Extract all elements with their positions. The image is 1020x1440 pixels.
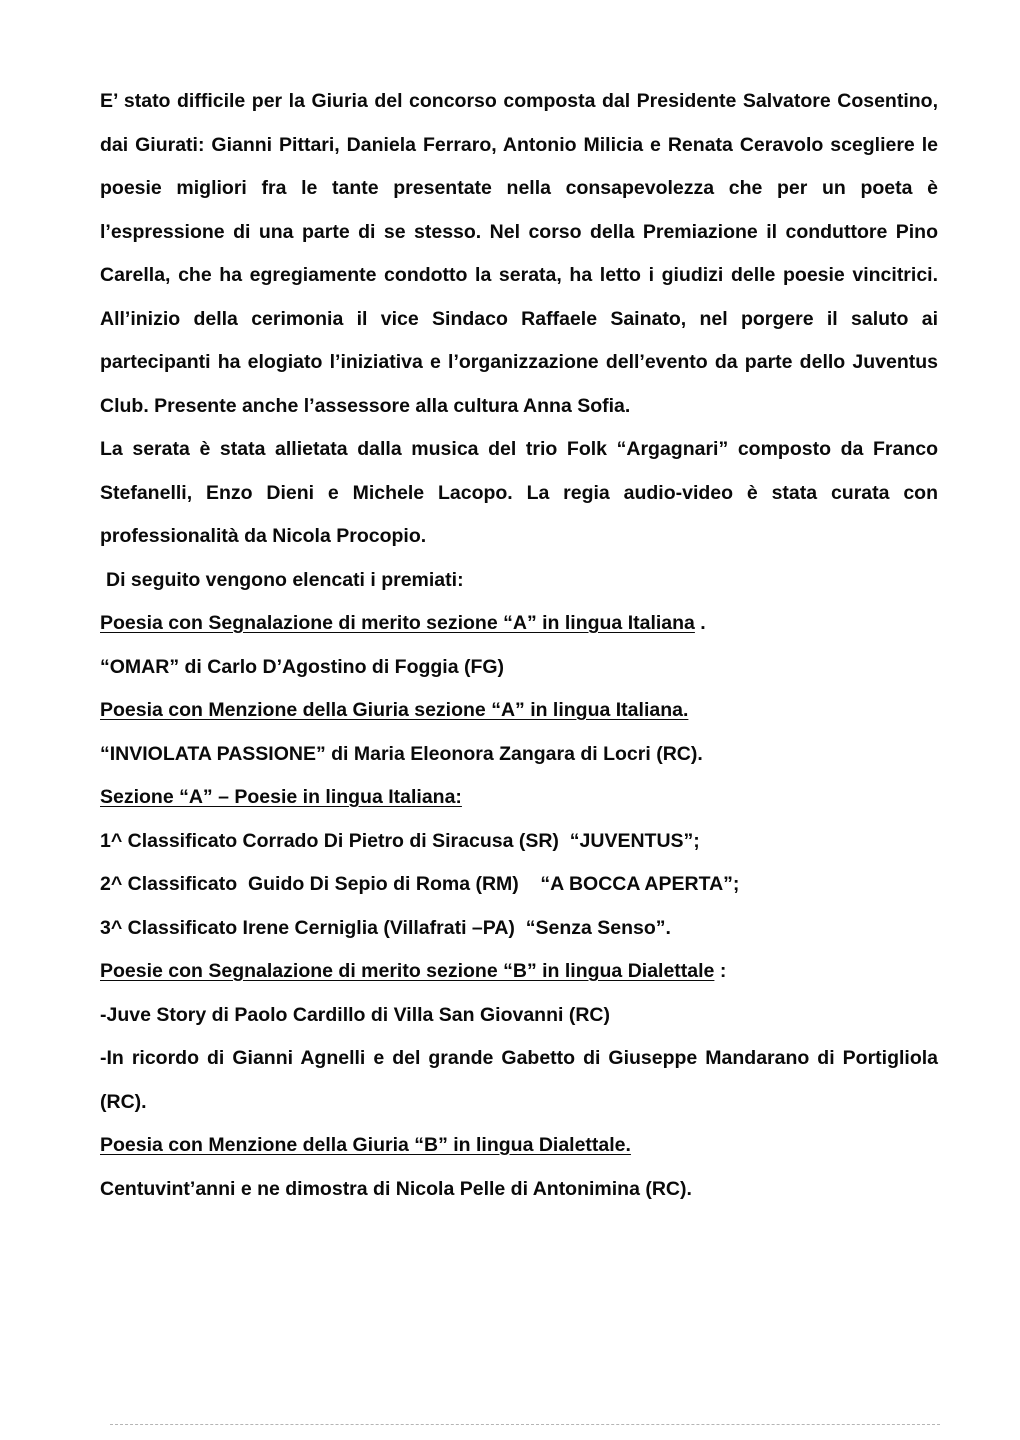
section-b-merit-entry-2: -In ricordo di Gianni Agnelli e del grande Gabetto di Giuseppe Mandarano di Portigliola (RC). — [100, 1047, 938, 1113]
winners-intro: Di seguito vengono elencati i premiati: — [106, 568, 464, 591]
section-b-merit-entry-1: -Juve Story di Paolo Cardillo di Villa San Giovanni (RC) — [100, 1003, 610, 1026]
section-b-mention-title: Poesia con Menzione della Giuria “B” in lingua Dialettale. — [100, 1134, 631, 1156]
section-a-first-place: 1^ Classificato Corrado Di Pietro di Siracusa (SR) “JUVENTUS”; — [100, 829, 700, 852]
section-a-title: Sezione “A” – Poesie in lingua Italiana: — [100, 786, 462, 808]
section-a-heading — [100, 776, 938, 820]
section-b-mention-heading — [100, 1124, 938, 1168]
section-a-third-place: 3^ Classificato Irene Cerniglia (Villafrati –PA) “Senza Senso”. — [100, 916, 671, 939]
intro-paragraph: E’ stato difficile per la Giuria del concorso composta dal Presidente Salvatore Cosentino, dai Giurati: Gianni Pittari, Daniela Ferraro, Antonio Milicia e Renata Ceravolo scegliere le poesie migliori fra le tante presentate nella consapevolezza che per un poeta è l’espressione di una parte di se stesso. Nel corso della Premiazione il conduttore Pino Carella, che ha egregiamente condotto la serata, ha letto i giudizi delle poesie vincitrici. All’inizio della cerimonia il vice Sindaco Raffaele Sainato, nel porgere il saluto ai partecipanti ha elogiato l’iniziativa e l’organizzazione dell’evento da parte dello Juventus Club. Presente anche l’assessore alla cultura Anna Sofia. — [100, 90, 938, 417]
music-paragraph: La serata è stata allietata dalla musica del trio Folk “Argagnari” composto da Franco Stefanelli, Enzo Dieni e Michele Lacopo. La regia audio-video è stata curata con professionalità da Nicola Procopio. — [100, 438, 938, 547]
section-b-mention-entry: Centuvint’anni e ne dimostra di Nicola Pelle di Antonimina (RC). — [100, 1177, 692, 1200]
document-page — [100, 80, 938, 1211]
scan-artifact-line — [110, 1424, 940, 1425]
section-a-mention-entry: “INVIOLATA PASSIONE” di Maria Eleonora Zangara di Locri (RC). — [100, 742, 703, 765]
section-a-mention-title: Poesia con Menzione della Giuria sezione “A” in lingua Italiana. — [100, 699, 689, 721]
section-b-merit-suffix: : — [714, 960, 727, 982]
section-a-merit-entry: “OMAR” di Carlo D’Agostino di Foggia (FG) — [100, 655, 505, 678]
section-a-mention-heading — [100, 689, 938, 733]
section-a-merit-title: Poesia con Segnalazione di merito sezione “A” in lingua Italiana — [100, 612, 695, 634]
section-a-merit-heading — [100, 602, 938, 646]
section-b-merit-title: Poesie con Segnalazione di merito sezione “B” in lingua Dialettale — [100, 960, 715, 982]
section-a-second-place: 2^ Classificato Guido Di Sepio di Roma (RM) “A BOCCA APERTA”; — [100, 873, 740, 895]
section-b-merit-heading — [100, 950, 938, 994]
section-a-merit-suffix: . — [694, 612, 706, 634]
